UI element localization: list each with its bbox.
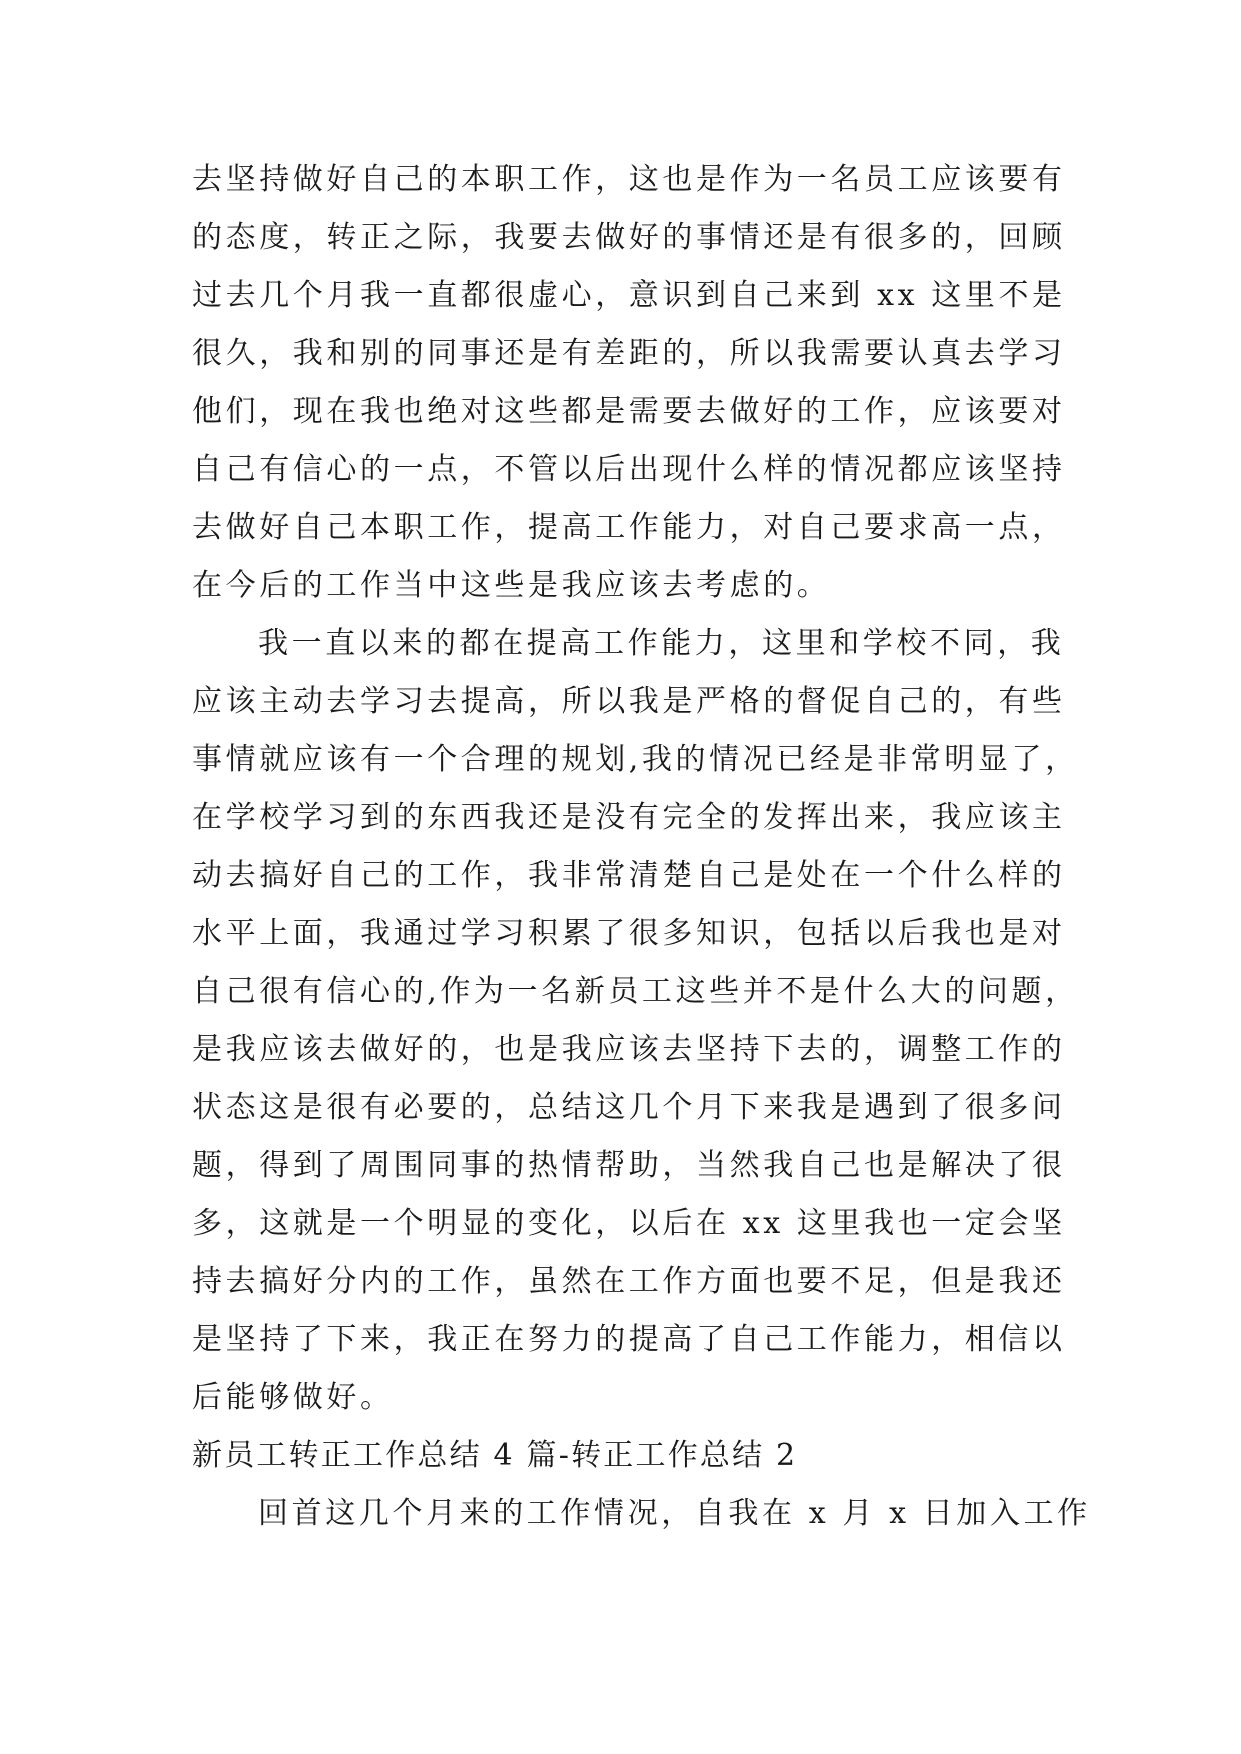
paragraph-line: 去坚持做好自己的本职工作，这也是作为一名员工应该要有 [192,162,1066,197]
paragraph-line: 在今后的工作当中这些是我应该去考虑的。 [192,568,831,603]
paragraph-line: 后能够做好。 [192,1380,394,1415]
paragraph-line: 很久，我和别的同事还是有差距的，所以我需要认真去学习 [192,336,1066,371]
paragraph-line: 持去搞好分内的工作，虽然在工作方面也要不足，但是我还 [192,1264,1066,1299]
paragraph-line: 应该主动去学习去提高，所以我是严格的督促自己的，有些 [192,684,1066,719]
paragraph-line: 题，得到了周围同事的热情帮助，当然我自己也是解决了很 [192,1148,1066,1183]
paragraph-line: 状态这是很有必要的，总结这几个月下来我是遇到了很多问 [192,1090,1066,1125]
paragraph-line: 在学校学习到的东西我还是没有完全的发挥出来，我应该主 [192,800,1066,835]
paragraph-line: 过去几个月我一直都很虚心，意识到自己来到 xx 这里不是 [192,278,1066,313]
paragraph-line: 是坚持了下来，我正在努力的提高了自己工作能力，相信以 [192,1322,1066,1357]
paragraph-line: 是我应该去做好的，也是我应该去坚持下去的，调整工作的 [192,1032,1066,1067]
paragraph-line: 动去搞好自己的工作，我非常清楚自己是处在一个什么样的 [192,858,1066,893]
paragraph-line: 回首这几个月来的工作情况，自我在 x 月 x 日加入工作 [258,1496,1091,1531]
paragraph-line: 自己有信心的一点，不管以后出现什么样的情况都应该坚持 [192,452,1066,487]
paragraph-line: 多，这就是一个明显的变化，以后在 xx 这里我也一定会坚 [192,1206,1066,1241]
paragraph-line: 自己很有信心的,作为一名新员工这些并不是什么大的问题， [192,974,1079,1009]
paragraph-line: 他们，现在我也绝对这些都是需要去做好的工作，应该要对 [192,394,1066,429]
section-heading: 新员工转正工作总结 4 篇-转正工作总结 2 [192,1438,798,1473]
paragraph-line: 水平上面，我通过学习积累了很多知识，包括以后我也是对 [192,916,1066,951]
paragraph-line: 的态度，转正之际，我要去做好的事情还是有很多的，回顾 [192,220,1066,255]
paragraph-line: 事情就应该有一个合理的规划,我的情况已经是非常明显了， [192,742,1079,777]
paragraph-line: 去做好自己本职工作，提高工作能力，对自己要求高一点， [192,510,1066,545]
paragraph-line: 我一直以来的都在提高工作能力，这里和学校不同，我 [258,626,1065,661]
